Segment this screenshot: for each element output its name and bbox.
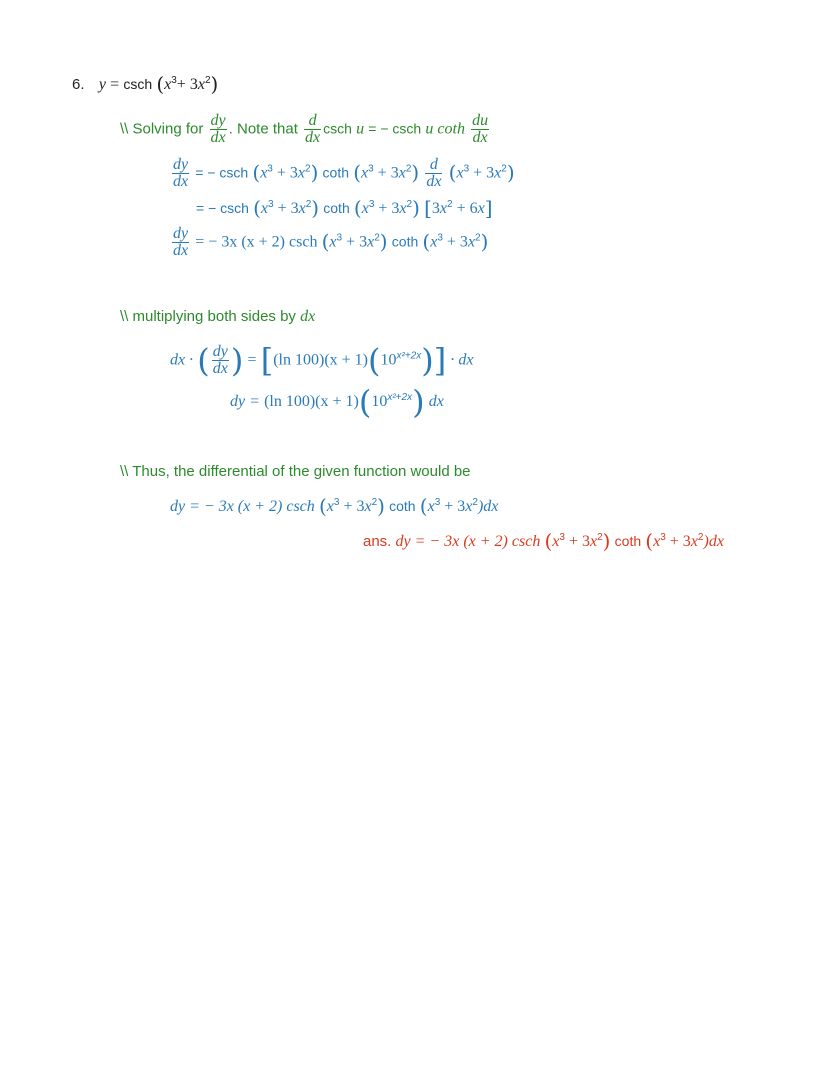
derivation-line-1: $\frac{dy}{dx}$ = − csch $(x^3 + 3x^2)$ coth $(x^3 + 3x^2)$ $\frac{d}{dx}$ $(x^3 + 3x^2)$ (173, 156, 515, 190)
problem-lhs: y (98, 76, 106, 93)
solving-comment: \\ Solving for (120, 120, 204, 138)
multiply-line-2: dy = (ln $100)(x + 1)(10^{x^2+2x})$ dx (230, 383, 444, 421)
problem-func: csch (123, 76, 153, 92)
problem-equals: = (110, 76, 120, 93)
problem-number: 6. (72, 76, 85, 93)
fraction-du-dx: $\frac{du}{dx}$ (472, 112, 489, 146)
derivation-line-2: = − csch $(x^3 + 3x^2)$ coth $(x^3 + 3x^2) [3x^2 + 6x]$ (196, 196, 493, 220)
answer-label: ans. (363, 533, 392, 550)
problem-statement: 6. y = csch $(x^3+ 3x^2)$ (72, 72, 219, 96)
fraction-d-dx: $\frac{d}{dx}$ (305, 112, 321, 146)
thus-result: dy = − 3x (x + 2) csch $(x^3 + 3x^2)$ coth $(x^3 + 3x^2)dx$ (170, 494, 499, 518)
derivation-line-3: $\frac{dy}{dx}$ = − 3x (x + 2) csch $(x^3 + 3x^2)$ coth $(x^3 + 3x^2)$ (173, 225, 489, 259)
fraction-dy-dx: $\frac{dy}{dx}$ (210, 112, 226, 146)
multiply-line-1: dx · ( $\frac{dy}{dx}$ ) = [(ln $100)(x + 1)(10^{x^2+2x})$] · dx (170, 341, 474, 380)
multiplying-comment: \\ multiplying both sides by dx (120, 308, 316, 325)
solving-note: \\ Solving for $\frac{dy}{dx}$ . Note that $\frac{d}{dx}$ csch u = − csch u coth $\frac{du}{dx}$ (120, 112, 489, 146)
thus-comment: \\ Thus, the differential of the given function would be (120, 463, 471, 480)
answer: ans. dy = − 3x (x + 2) csch $(x^3 + 3x^2)$ coth $(x^3 + 3x^2)dx$ (363, 529, 724, 553)
